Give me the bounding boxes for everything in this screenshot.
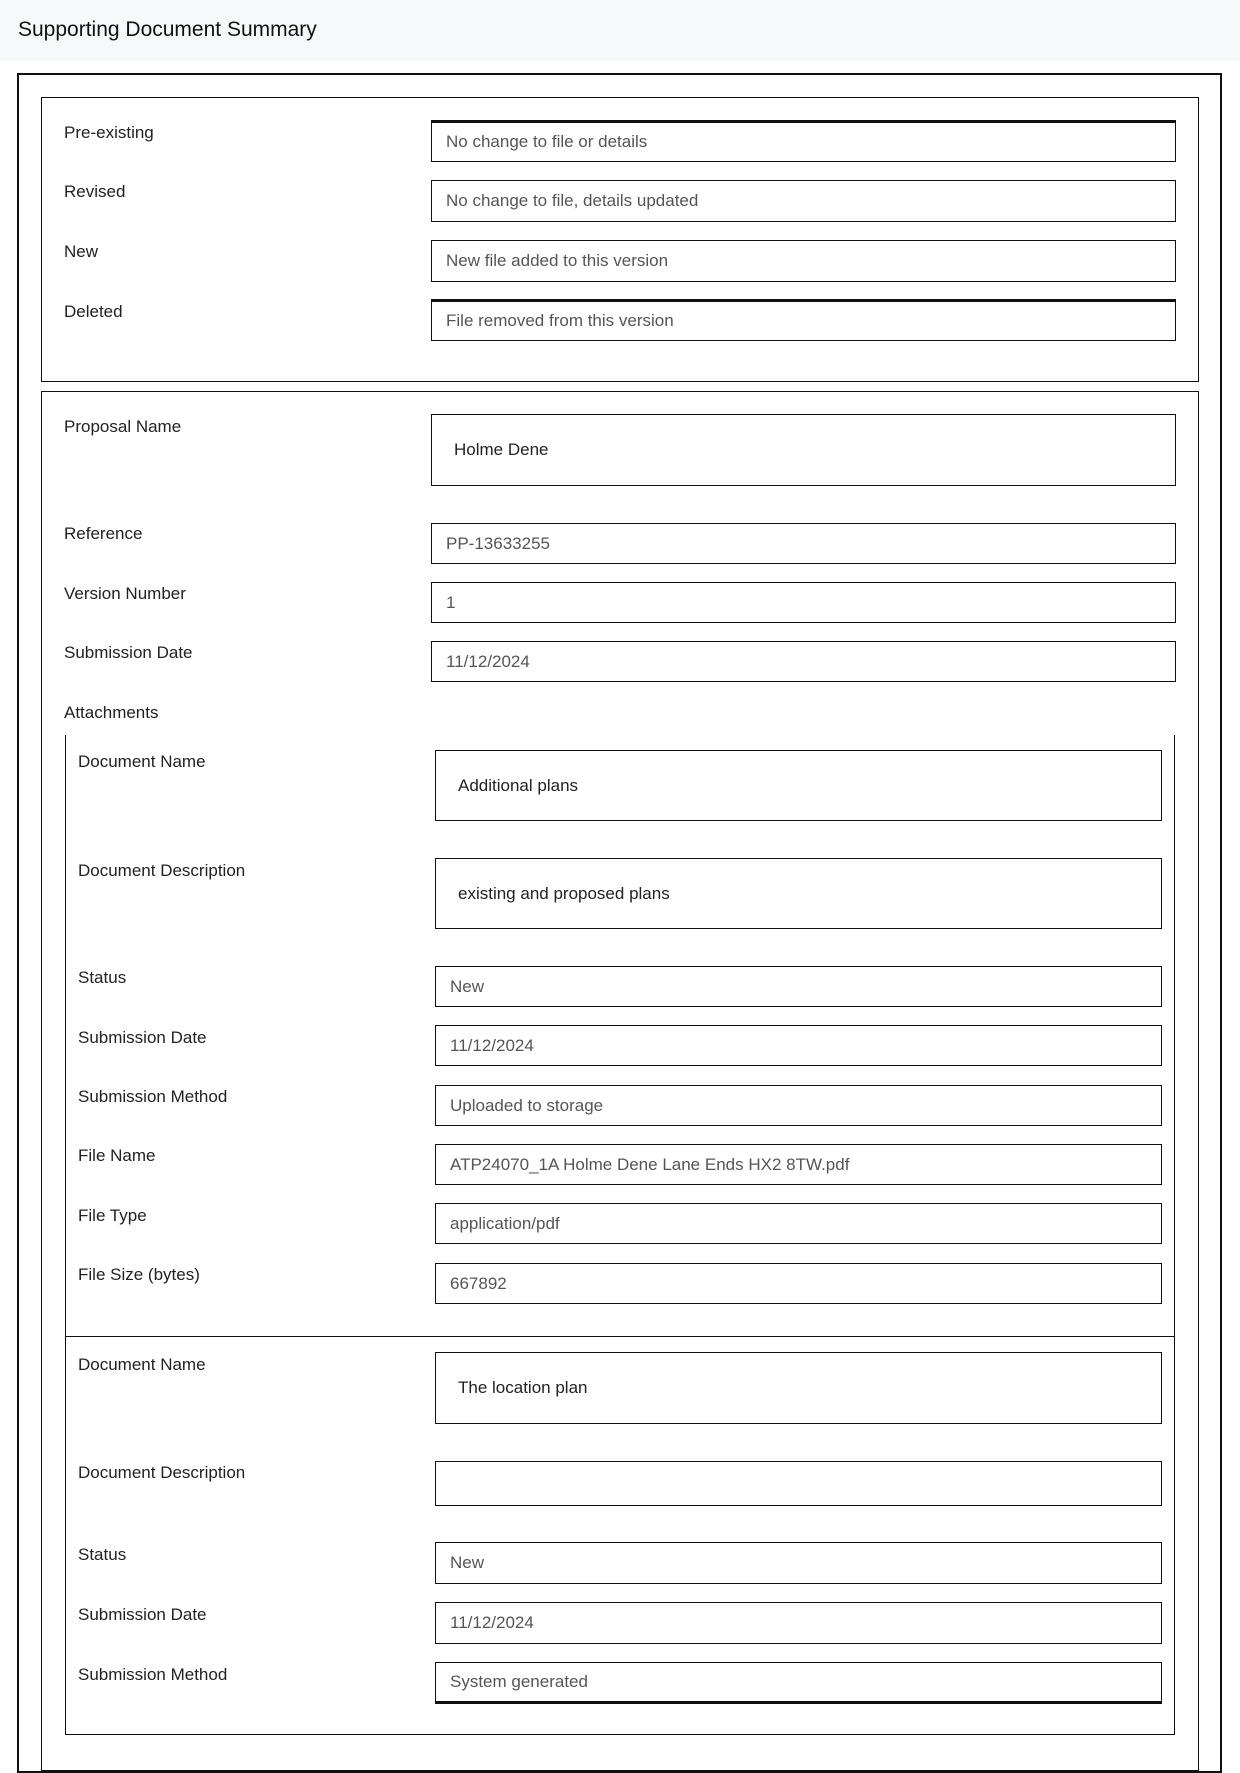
file-name-field: ATP24070_1A Holme Dene Lane Ends HX2 8TW.pdf xyxy=(435,1144,1162,1185)
status-field: New xyxy=(435,966,1162,1007)
proposal-name-label: Proposal Name xyxy=(64,417,182,436)
attachments-label: Attachments xyxy=(64,703,159,722)
file-name-label: File Name xyxy=(78,1146,156,1165)
doc-desc-label: Document Description xyxy=(78,861,246,880)
page-header xyxy=(0,0,1240,61)
legend-label-revised: Revised xyxy=(64,182,126,201)
legend-value-new: New file added to this version xyxy=(431,240,1176,282)
legend-label-pre-existing: Pre-existing xyxy=(64,123,154,142)
reference-label: Reference xyxy=(64,524,143,543)
file-size-field: 667892 xyxy=(435,1263,1162,1304)
status-field: New xyxy=(435,1542,1162,1584)
doc-name-label: Document Name xyxy=(78,752,206,771)
doc-name-field: Additional plans xyxy=(435,750,1162,821)
legend-value-revised: No change to file, details updated xyxy=(431,180,1176,222)
reference-field: PP-13633255 xyxy=(431,523,1176,564)
legend-value-deleted: File removed from this version xyxy=(431,299,1176,341)
doc-name-field: The location plan xyxy=(435,1352,1162,1424)
date-label: Submission Date xyxy=(78,1028,207,1047)
submission-date-field: 11/12/2024 xyxy=(431,641,1176,682)
date-label: Submission Date xyxy=(78,1605,207,1624)
date-field: 11/12/2024 xyxy=(435,1602,1162,1644)
proposal-name-field: Holme Dene xyxy=(431,414,1176,486)
status-label: Status xyxy=(78,1545,127,1564)
file-type-label: File Type xyxy=(78,1206,147,1225)
status-label: Status xyxy=(78,968,127,987)
submission-date-label: Submission Date xyxy=(64,643,193,662)
legend-value-pre-existing: No change to file or details xyxy=(431,120,1176,162)
legend-label-new: New xyxy=(64,242,99,261)
doc-desc-field: existing and proposed plans xyxy=(435,858,1162,929)
date-field: 11/12/2024 xyxy=(435,1025,1162,1066)
file-type-field: application/pdf xyxy=(435,1203,1162,1244)
doc-name-label: Document Name xyxy=(78,1355,206,1374)
doc-desc-field xyxy=(435,1461,1162,1506)
method-label: Submission Method xyxy=(78,1665,228,1684)
method-field: System generated xyxy=(435,1662,1162,1704)
page-title: Supporting Document Summary xyxy=(18,18,317,41)
doc-desc-label: Document Description xyxy=(78,1463,246,1482)
file-size-label: File Size (bytes) xyxy=(78,1265,200,1284)
method-field: Uploaded to storage xyxy=(435,1085,1162,1126)
version-field: 1 xyxy=(431,582,1176,623)
legend-label-deleted: Deleted xyxy=(64,302,123,321)
version-label: Version Number xyxy=(64,584,186,603)
method-label: Submission Method xyxy=(78,1087,228,1106)
attachment-divider xyxy=(65,1336,1175,1337)
